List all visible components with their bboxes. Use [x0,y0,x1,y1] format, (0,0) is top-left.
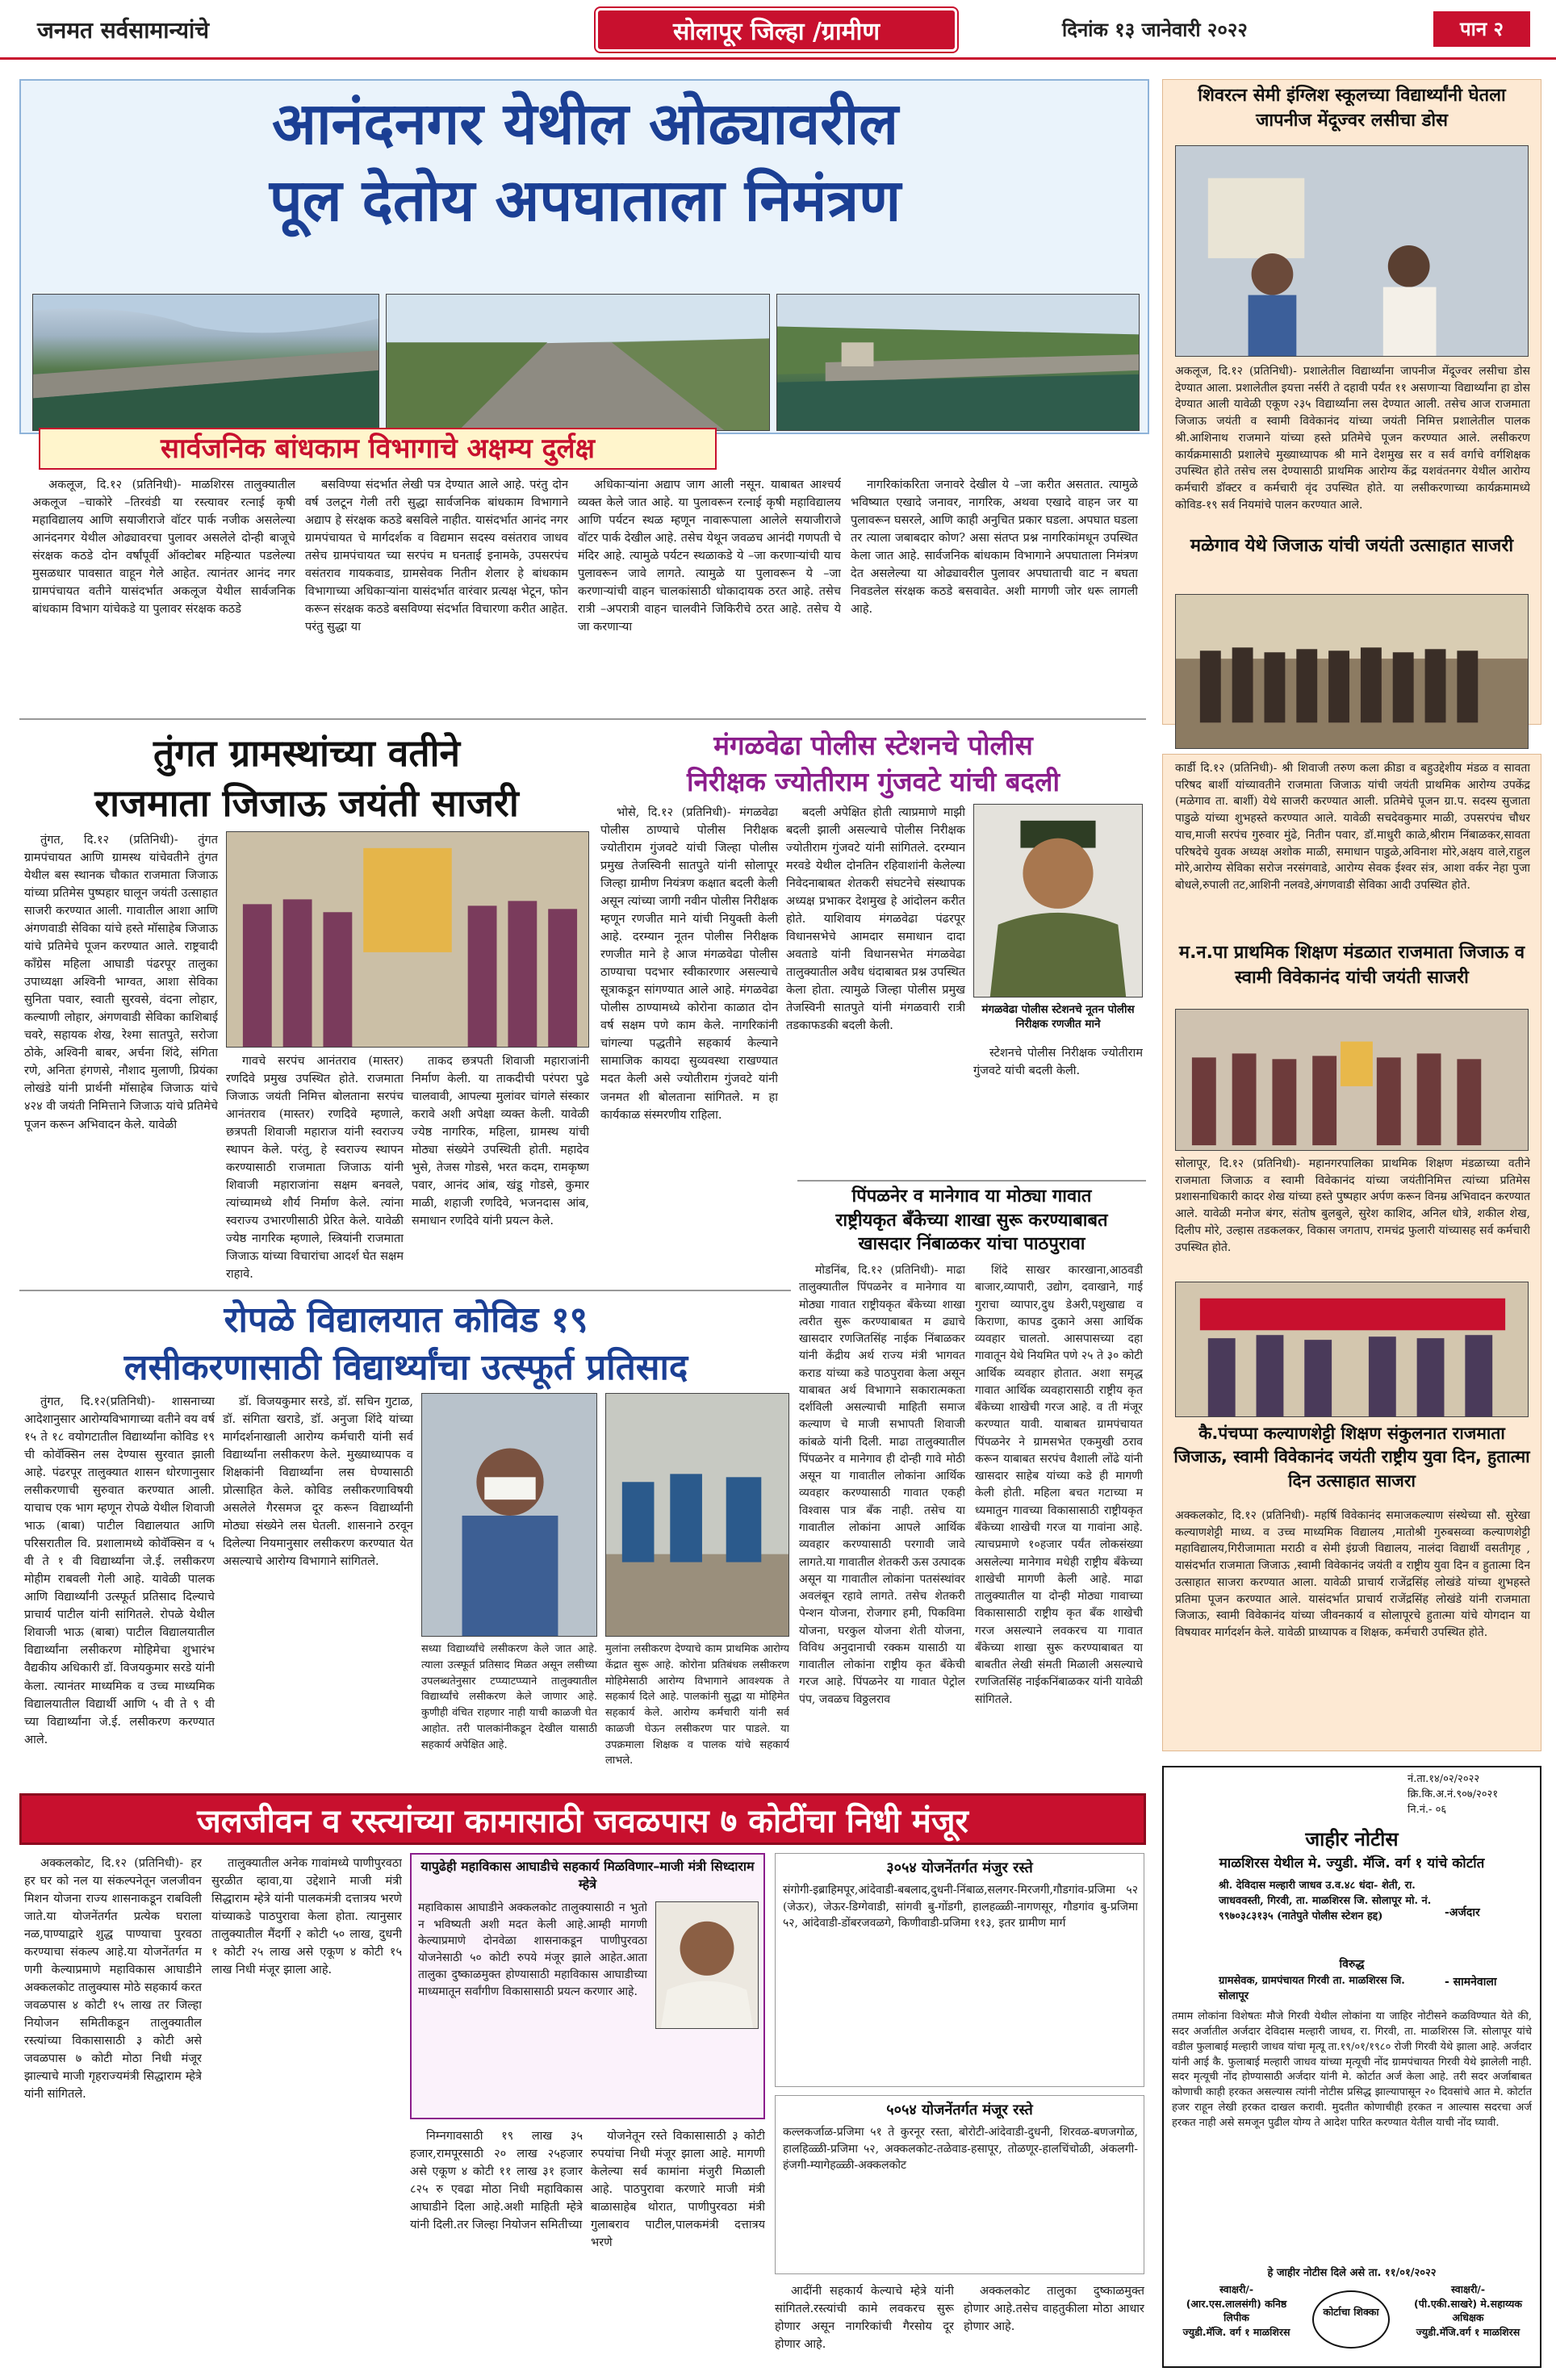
bridge-photo-3-art [777,295,1139,430]
ropale-caption-1 [421,1642,597,1780]
officer-face [1023,839,1093,909]
pimpalner-headline-line3: खासदार निंबाळकर यांचा पाठपुरावा [858,1234,1085,1255]
lead-col-4-text: नागरिकांकरिता जनावरे देखील ये –जा करीत असतात. त्यामुळे भविष्यात एखादे जनावर, नागरिक, अथवा एखादे वाहन जर या पुलावरून घसरले, आणि काही अनुचित प्रकार घडला. अपघात घडला तर त्याला जबाबदार कोण? असा संतप्त प्रश्न नागरिकांमधून उपस्थित केला जात आहे. सार्वजनिक बांधकाम विभागाने अपघाताला निमंत्रण देत असलेल्या या ओढ्यावरील पुलावर अपघाताची वाट न बघता निवडलेल संरक्षक कठडे बसवावेत. अशी मागणी जोर धरू लागली आहे. [851,479,1138,617]
notice-ref-1: नं.ता.१४/०२/२०२२ [1408,1773,1480,1785]
mhetre-photo [655,1901,759,2029]
notice-party-1: श्री. देविदास मल्हारी जाधव उ.व.४८ धंदा- शेती, रा. जाधववस्ती, गिरवी, ता. माळशिरस जि. सोलापूर मो. नं. ९९७०३८३१३५ (नातेपुते पोलीस स्टेशन हद्द) [1219,1880,1432,1922]
pimpalner-col-1-text: मोडनिंब, दि.१२ (प्रतिनिधी)- माढा तालुक्यातील पिंपळनेर व मानेगाव या मोठ्या गावात राष्ट्रीयकृत बँकेच्या शाखा त्वरीत सुरू करण्याबाबत म ढ्याचे खासदार रणजितसिंह नाईक निंबाळकर यांनी केंद्रीय अर्थ राज्य मंत्री भागवत कराड यांच्या कडे पाठपुरावा केला असून याबाबत अर्थ विभागाने सकारात्मकता दर्शविली असल्याची माहिती समाज कल्याण चे माजी सभापती शिवाजी कांबळे यांनी दिली. माढा तालुक्यातील पिंपळनेर व मानेगाव ही दोन्ही गावे मोठी असून या गावातील लोकांना आर्थिक व्यवहार करण्यासाठी गावात एकही विश्वास पात्र बँक नाही. तसेच या गावातील लोकांना आपले आर्थिक व्यवहार करण्यासाठी परगावी जावे लागते.या गावातील शेतकरी ऊस उत्पादक असून या गावातील लोकांना पतसंस्थांवर अवलंबून रहावे लागते. तसेच शेतकरी पेन्शन योजना, रोजगार हमी, पिकविमा योजना, घरकुल योजना शेती योजना, विविध अनुदानाची रक्कम यासाठी या गावातील लोकांना राष्ट्रीय कृत बँकेची गरज आहे. पिंपळनेर या गावात पेट्रोल पंप, जवळच विठ्ठलराव [799,1264,965,1706]
sign-left-court: ज्युडी.मॅजि. वर्ग १ माळशिरस [1182,2325,1290,2338]
divider [797,1180,1146,1182]
sign-right-court: ज्युडी.मॅजि.वर्ग १ माळशिरस [1416,2325,1520,2338]
malegaon-photo-art [1176,595,1528,748]
pimpalner-headline-line2: राष्ट्रीयकृत बँकेच्या शाखा सुरू करण्याबाबत [835,1210,1108,1231]
ropale-col-1-text: तुंगत, दि.१२(प्रतिनिधी)- शासनाच्या आदेशानुसार आरोग्यविभागाच्या वतीने वय वर्ष १५ ते १८ वयोगटातील विद्यार्थ्यांना कोविड १९ ची कोवॅक्सिन लस देण्यास सुरवात झाली आहे. पंढरपूर तालुक्यात शासन धोरणानुसार लसीकरणाची सुरुवात करण्यात आली. याचाच एक भाग म्हणून रोपळे येथील शिवाजी भाऊ (बाबा) पाटील विद्यालयात आणि परिसरातील वि. प्रशालामध्ये कोवॅक्सिन व ५ वी ते १ वी विद्यार्थ्यांना जे.ई. लसीकरण मोहीम राबवली गेली आहे. यावेळी पालक आणि विद्यार्थ्यांनी उत्स्फूर्त प्रतिसाद दिल्याचे प्राचार्य पाटील यांनी सांगितले. रोपळे येथील शिवाजी भाऊ (बाबा) पाटील विद्यालयातील विद्यार्थ्यांना लसीकरण मोहिमेचा शुभारंभ वैद्यकीय अधिकारी डॉ. विजयकुमार सरडे यांनी केला. त्यानंतर माध्यमिक व उच्च माध्यमिक विद्यालयातील विद्यार्थी आणि ५ वी ते ९ वी च्या विद्यार्थ्यांना जे.ई. लसीकरण करण्यात आले. [24,1395,215,1746]
lead-col-3 [578,476,841,710]
notice-title: जाहीर नोटीस [1305,1828,1399,1851]
vaccine-school-photo [1175,145,1529,357]
police-col-1-text: भोसे, दि.१२ (प्रतिनिधी)- मंगळवेढा पोलीस ठाण्याचे पोलीस निरीक्षक ज्योतीराम गुंजवटे यांची जिल्हा पोलीस प्रमुख तेजस्विनी सातपुते यांनी सोलापूर जिल्हा ग्रामीण नियंत्रण कक्षात बदली केली असून त्यांच्या जागी नवीन पोलीस निरीक्षक म्हणून रणजीत माने यांची नियुक्ती केली आहे. दरम्यान नूतन पोलीस निरीक्षक रणजीत माने हे आज मंगळवेढा पोलीस ठाण्याचा पदभार स्वीकारणार असल्याचे सूत्राकडून सांगण्यात आले आहे. मंगळवेढा पोलीस ठाण्यामध्ये कोरोना काळात दोन वर्ष सक्षम पणे काम केले. नागरिकांनी चांगल्या पद्धतीने सहकार्य केल्याने सामाजिक कायदा सुव्यवस्था राखण्यात मदत केली असे ज्योतीराम गुंजवटे यांनी जनमत शी बोलताना सांगितले. म हा कार्यकाळ संस्मरणीय राहिला. [600,806,778,1122]
mhetre-box-headline: यापुढेही महाविकास आघाडीचे सहकार्य मिळविणार–माजी मंत्री सिध्दाराम म्हेत्रे [420,1859,755,1893]
notice-refs [1408,1772,1537,1818]
kalyanshetty-photo-art [1176,1282,1528,1416]
notice-versus: विरुद्ध [1339,1958,1365,1971]
malegaon-body: कार्डी दि.१२ (प्रतिनिधी)- श्री शिवाजी तरुण कला क्रीडा व बहुउद्देशीय मंडळ व सावता परिषद बार्शी यांच्यावतीने राजमाता जिजाऊ यांची जयंती प्राथमिक आरोग्य उपकेंद्र (मळेगाव ता. बार्शी) येथे साजरी करण्यात आली. प्रतिमेचे पूजन ग्रा.प. सदस्य सुजाता पाडुळे यांच्या शुभहस्ते करण्यात आले. यावेळी सचदेवकुमार माळी, उपसरपंच चौधर याच,माजी सरपंच गुरुवार मुंढे, नितीन पवार, डॉ.माधुरी काळे,श्रीराम निंबाळकर,सावता परिषदेचे युवक अध्यक्ष अशोक माळी, समाधान पाडुळे,अविनाश मोरे,अक्षय वाले,राहुल मोरे,आरोग्य सेविका सरोज नरसंगवाडे, आरोग्य सेवक ईश्वर संत्र, आशा वर्कर नेहा पुजा बोधले,रुपाली तट,आशिनी नलवडे,अंगणवाडी सेविका आदी उपस्थित होते. [1175,762,1530,893]
people-row [1200,647,1478,722]
malegaon-text [1175,760,1530,936]
officer-uniform [990,913,1126,997]
mnpa-text [1175,1156,1530,1277]
roads-5054-headline: ५०५४ योजनेंतर्गत मंजूर रस्ते [886,2102,1033,2119]
nurse-coat [1383,287,1437,356]
police-col-2-text: बदली अपेक्षित होती त्याप्रमाणे माझी बदली झाली असल्याचे पोलीस निरीक्षक ज्योतीराम गुंजवटे यांनी सांगितले. दरम्यान मरवडे येथील दोनतिन रहिवाशांनी केलेल्या निवेदनाबाबत शेतकरी संघटनेचे संस्थापक अध्यक्ष प्रभाकर देशमुख हे आंदोलन करीत होते. याशिवाय मंगळवेढा पंढरपूर विधानसभेचे आमदार समाधान दादा अवताडे यांनी विधानसभेत मंगळवेढा तालुक्यातील अवैध धंदाबाबत प्रश्न उपस्थित केला होता. त्यामुळे जिल्हा पोलीस प्रमुख तेजस्विनी सातपुते यांनी मंगळवारी रात्री तडकाफडकी बदली केली. [786,806,965,1033]
jaljeevan-col-4 [591,2127,765,2368]
ropale-photo-1 [421,1393,597,1637]
notice-party-2: ग्रामसेवक, ग्रामपंचायत गिरवी ता. माळशिरस जि. सोलापूर [1219,1975,1405,2002]
police-photo-caption: मंगळवेढा पोलीस स्टेशनचे नूतन पोलीस निरीक्षक रणजीत माने [981,1003,1135,1031]
ropale-caption-2 [605,1642,789,1780]
police-officer-photo-art [974,805,1142,997]
tungat-col-3-text: ताकद छत्रपती शिवाजी महाराजांनी निर्माण केली. या ताकदीची परंपरा पुढे चालवावी, आपल्या मुलांवर चांगले संस्कार करावे अशी अपेक्षा व्यक्त केली. यावेळी ज्येष्ठ नागरिक, महिला, ग्रामस्थ यांची मोठ्या संख्येने उपस्थिती होती. महादेव भुसे, तेजस गोडसे, भरत कदम, रामकृष्ण पवार, आनंद आंब, खंडू गोडसे, कुमार माळी, शहाजी रणदिवे, भजनदास आंब, समाधान रणदिवे यांनी प्रयत्न केले. [412,1055,589,1228]
kalyanshetty-headline: कै.पंचप्पा कल्याणशेट्टी शिक्षण संकुलनात राजमाता जिजाऊ, स्वामी विवेकानंद जयंती राष्ट्रीय युवा दिन, हुतात्मा दिन उत्साहात साजरा [1173,1424,1530,1491]
lead-headline [48,86,1122,239]
police-col-1 [600,804,778,1175]
malegaon-headline: मळेगाव येथे जिजाऊ यांची जयंती उत्साहात साजरी [1190,536,1514,556]
bridge-photo-1 [32,294,379,431]
tungat-photo-art [227,832,588,1047]
tungat-col-3 [412,1052,589,1283]
jaljeevan-col-6-text: अक्कलकोट तालुका दुष्काळमुक्त होणार आहे.तसेच वाहतुकीला मोठा आधार होणार आहे. [964,2285,1144,2334]
ropale-col-2 [223,1393,413,1780]
pimpalner-col-1 [799,1262,965,1782]
ropale-caption-1-text: सध्या विद्यार्थ्यांचे लसीकरण केले जात आहे. त्याला उत्स्फूर्त प्रतिसाद मिळत असून लसीच्या उपलब्धतेनुसार टप्प्याटप्प्याने तालुक्यातील विद्यार्थ्यांचे लसीकरण केले जाणार आहे. कुणीही वंचित राहणार नाही याची काळजी घेत आहोत. तरी पालकांनीकडून देखील यासाठी सहकार्य अपेक्षित आहे. [421,1643,597,1751]
notice-ref-3: नि.नं.- ०६ [1408,1803,1447,1816]
divider [19,1290,791,1291]
nurse-head [1388,245,1430,287]
jaljeevan-col-1-text: अक्कलकोट, दि.१२ (प्रतिनिधी)- हर हर घर को नल या संकल्पनेतून जलजीवन मिशन योजना राज्य शासनाकडून राबविली जाते.या योजनेंतर्गत प्रत्येक घराला नळ,पाण्याद्वारे शुद्ध पाण्याचा पुरवठा करण्याचा संकल्प आहे.या योजनेंतर्गत म णगी केल्याप्रमाणे महाविकास आघाडीने अक्कलकोट तालुक्यास मोठे सहकार्य करत जवळपास ४ कोटी १५ लाख तर जिल्हा नियोजन समितीकडून तालुक्यातील रस्त्यांच्या विकासासाठी ३ कोटी असे जवळपास ७ कोटी मोठा निधी मंजूर झाल्याचे माजी गृहराज्यमंत्री सिद्धाराम म्हेत्रे यांनी सांगितले. [24,1857,202,2102]
tungat-col-1 [24,831,218,1283]
jaljeevan-col-5 [775,2282,954,2368]
bridge-photo-2 [386,294,770,431]
building [1176,595,1528,659]
lead-col-1-text: अकलूज, दि.१२ (प्रतिनिधी)- माळशिरस तालुक्यातील अकलूज –चाकोरे –तिरवंडी या रस्त्यावर रत्नाई कृषी महाविद्यालय आणि सयाजीराजे वॉटर पार्क नजीक असलेल्या आनंदनगर येथील ओढ्यावरचा पुलावर असलेले दोन्ही बाजूचे संरक्षक कठडे दोन वर्षांपूर्वी ऑक्टोबर महिन्यात पडलेल्या मुसळधार पावसात वाहून गेले आहेत. त्यानंतर आनंद नगर ग्रामपंचायत वतीने यासंदर्भात अकलूज येथील सार्वजनिक बांधकाम विभाग यांचेकडे या पुलावर संरक्षक कठडे [32,479,295,617]
jaljeevan-col-5-text: आदींनी सहकार्य केल्याचे म्हेत्रे यांनी सांगितले.रस्त्यांची कामे लवकरच सुरू होणार असून नागरिकांची गैरसोय दूर होणार आहे. [775,2285,954,2352]
mnpa-photo-art [1176,1010,1528,1150]
sign-right-role: स्वाक्षरी/- [1450,2283,1486,2295]
tungat-headline-line2: राजमाता जिजाऊ जयंती साजरी [94,781,519,826]
ropale-headline [24,1296,788,1392]
mask [484,1477,535,1500]
bridge-photo-3 [776,294,1140,431]
page-number: पान २ [1433,11,1530,47]
jaljeevan-col-2 [211,1855,402,2368]
pimpalner-headline [797,1185,1146,1257]
table [606,1554,788,1636]
portrait-frame [1341,1042,1373,1086]
masthead [0,0,1556,60]
face [680,1922,734,1976]
pimpalner-col-2-text: शिंदे साखर कारखाना,आठवडी बाजार,व्यापारी, उद्योग, दवाखाने, गाई गुराचा व्यापार,दुध डेअरी,पशुखाद्य व किराणा, कापड दुकाने असा आर्थिक व्यवहार चालतो. आसपासच्या दहा गावातून येथे नियमित पणे २५ ते ३० कोटी आर्थिक व्यवहार होतात. अशा समृद्ध गावात आर्थिक व्यवहारासाठी राष्ट्रीय कृत बँकेच्या शाखेची गरज आहे. व ती मंजूर करण्यात यावी. याबाबत ग्रामपंचायत पिंपळनेर ने ग्रामसभेत एकमुखी ठराव करून याबाबत सरपंच वैशाली लोंढे यांनी खासदार साहेब यांच्या कडे ही मागणी केली होती. महिला बचत गटाच्या म ध्यमातुन गावच्या विकासासाठी राष्ट्रीयकृत बँकेच्या शाखेची गरज या गावांना आहे. त्याचप्रमाणे १०हजार पर्यंत लोकसंख्या असलेल्या मानेगाव मधेही राष्ट्रीय बँकेच्या शाखेची मागणी केली आहे. माढा तालुक्यातील या दोन्ही मोठ्या गावाच्या विकासासाठी राष्ट्रीय कृत बँक शाखेची गरज असल्याने लवकरच या गावात बँकेच्या शाखा सुरू करण्याबाबत या बाबतीत लेखी संमती मिळाली असल्याचे रणजितसिंह नाईकनिंबाळकर यांनी यावेळी सांगितले. [975,1264,1143,1706]
jaljeevan-col-2-text: तालुक्यातील अनेक गावांमध्ये पाणीपुरवठा सुरळीत व्हावा,या उद्देशाने माजी मंत्री सिद्धाराम म्हेत्रे यांनी पालकमंत्री दत्तात्रय भरणे यांच्याकडे पाठपुरावा केला होता. त्यानुसार तालुक्यातील मैंदर्गी २ कोटी ५० लाख, दुधनी १ कोटी २५ लाख असे एकूण ४ कोटी १५ लाख निधी मंजूर झाला आहे. [211,1857,402,1977]
bridge-photo-2-art [387,295,769,430]
lead-col-1 [32,476,295,710]
vaccine-school-text [1175,363,1530,529]
tungat-col-2 [226,1052,404,1283]
notice-sign-left [1172,2282,1301,2339]
mhetre-box-body: महाविकास आघाडीने अक्कलकोट तालुक्यासाठी न भुतो न भविष्यती अशी मदत केली आहे.आम्ही मागणी केल्याप्रमाणे दोनवेळा शासनाकडून पाणीपुरवठा योजनेसाठी ५० कोटी रुपये मंजूर झाले आहेत.आता तालुका दुष्काळमुक्त होण्यासाठी महाविकास आघाडीच्या माध्यमातून सर्वांगीण विकासासाठी प्रयत्न करणार आहे. [418,1901,647,1998]
ropale-caption-2-text: मुलांना लसीकरण देण्याचे काम प्राथमिक आरोग्य केंद्रात सुरू आहे. कोरोना प्रतिबंधक लसीकरण मोहिमेसाठी आरोग्य विभागाने आवश्यक ते सहकार्य दिले आहे. पालकांनी सुद्धा या मोहिमेत सहकार्य केले. आरोग्य कर्मचारी यांनी सर्व काळजी घेऊन लसीकरण पार पाडले. या उपक्रमाला शिक्षक व पालक यांचे सहकार्य लाभले. [605,1643,789,1767]
jaljeevan-col-4-text: योजनेतून रस्ते विकासासाठी ३ कोटी रुपयांचा निधी मंजूर झाला आहे. मागणी केलेल्या सर्व कामांना मंजुरी मिळाली आहे. पाठपुरावा करणारे माजी मंत्री बाळासाहेब थोरात, पाणीपुरवठा मंत्री गुलाबराव पाटील,पालकमंत्री दत्तात्रय भरणे [591,2130,765,2250]
banner-cloth [1200,1299,1505,1331]
notice-role-1: -अर्जदार [1445,1906,1480,1919]
lead-headline-line1: आनंदनगर येथील ओढ्यावरील [271,90,899,157]
ropale-col-1 [24,1393,215,1780]
ropale-photo-1-art [422,1394,596,1636]
pimpalner-col-2 [975,1262,1143,1782]
jaljeevan-col-6 [964,2282,1144,2368]
jijau-portrait [363,848,452,952]
vaccine-school-body: अकलूज, दि.१२ (प्रतिनिधी)- प्रशालेतील विद्यार्थ्यांना जापनीज मेंदूज्वर लसीचा डोस देण्यात आला. प्रशालेतील इयत्ता नर्सरी ते दहावी पर्यंत ११ असणाऱ्या विद्यार्थ्यांना हा डोस देण्यात आली यावेळी एकूण २३५ विद्यार्थ्यांना लस देण्यात आली. तसेच आज राजमाता जिजाऊ जयंती व स्वामी विवेकानंद यांच्या जयंती निमित्त प्रशालेतील पालक श्री.आशिनाथ राजमाने यांच्या हस्ते प्रतिमेचे पूजन करण्यात आले. लसीकरण कार्यक्रमासाठी प्रशालेचे मुख्याध्यापक श्री माने देशमुख सर व सर्व वर्गाचे वर्गशिक्षक उपस्थित होते तसेच लस देण्यासाठी प्राथमिक आरोग्य केंद्र यशवंतनगर येथील आरोग्य कर्मचारी डॉक्टर व कर्मचारी वृंद उपस्थित होते. या लसीकरणाच्या कार्यक्रमामध्ये कोविड-१९ सर्व नियमांचे पालन करण्यात आले. [1175,365,1530,512]
notice-court: माळशिरस येथील मे. ज्युडी. मॅजि. वर्ग १ यांचे कोर्टात [1219,1855,1485,1872]
notice-ref-2: क्रि.कि.अ.नं.९०७/२०२१ [1408,1788,1499,1801]
students [622,1474,761,1562]
water [777,374,1139,430]
sky [387,295,769,346]
vehicle [842,342,874,366]
pimpalner-headline-line1: पिंपळनेर व मानेगाव या मोठ्या गावात [851,1186,1092,1207]
police-col-3-text: स्टेशनचे पोलीस निरीक्षक ज्योतीराम गुंजवटे यांची बदली केली. [973,1047,1143,1078]
lead-col-2-text: बसविण्या संदर्भात लेखी पत्र देण्यात आले आहे. परंतु दोन वर्ष उलटून गेली तरी सुद्धा सार्वजनिक बांधकाम विभागाने अद्याप हे संरक्षक कठडे बसविले नाहीत. यासंदर्भात आनंद नगर ग्रामपंचायत चे मार्गदर्शक व विद्यमान सदस्य वसंतराव जाधव तसेच ग्रामपंचायत च्या सरपंच म घनताई इनामके, उपसरपंच वसंतराव गायकवाड, ग्रामसेवक नितीन शेलार हे बांधकाम विभागाच्या अधिकाऱ्यांना यासंदर्भात वारंवार प्रत्यक्ष भेटून, फोन करून संरक्षक कठडे बसविण्या संदर्भात विचारणा करीत आहेत. परंतु सुद्धा या [305,479,568,634]
paper-slogan: जनमत सर्वसामान्यांचे [37,17,209,44]
ropale-photo-2 [605,1393,789,1637]
jaljeevan-col-3 [410,2127,583,2368]
ropale-photo-2-art [606,1394,788,1636]
sign-left-name: (आर.एस.लालसंगी) कनिष्ठ लिपीक [1186,2297,1287,2324]
notice-role-2: - सामनेवाला [1445,1976,1497,1989]
tungat-photo [226,831,589,1048]
malegaon-photo [1175,594,1529,749]
notice-footer: हे जाहीर नोटीस दिले असे ता. ११/०१/२०२२ [1267,2267,1437,2279]
police-headline [600,728,1146,800]
mnpa-headline: म.न.पा प्राथमिक शिक्षण मंडळात राजमाता जिजाऊ व स्वामी विवेकानंद यांची जयंती साजरी [1178,943,1525,988]
sign-right-name: (पी.एकी.साखरे) मे.सहाय्यक अधिक्षक [1414,2297,1522,2324]
roads-5054-list: कल्लकर्जाळ-प्रजिमा ५१ ते कुरनूर रस्ता, बोरोटी-आंदेवाडी-दुधनी, शिरवळ-बणजगोळ, हालहिळ्ळी-प्रजिमा ५२, अक्कलकोट-तळेवाड-हसापूर, तोळणूर-हालचिंचोळी, अंकलगी-हंजगी-म्यागेहळ्ळी-अक्कलकोट [783,2126,1138,2173]
divider [19,718,1146,720]
mhetre-photo-art [656,1902,758,2028]
police-col-3 [973,1044,1143,1173]
child-uniform [1249,295,1297,356]
notice-body-text: तमाम लोकांना विशेषतः मौजे गिरवी येथील लोकांना या जाहिर नोटीसने कळविण्यात येते की, सदर अर्जातील अर्जदार देविदास मल्हारी जाधव, रा. गिरवी, ता. माळशिरस जि. सोलापूर यांचे वडील फुलाबाई मल्हारी जाधव यांचा मृत्यू ता.१९/०१/१९८० रोजी गिरवी येथे झाला आहे. अर्जदार यांनी आई कै. फुलाबाई मल्हारी जाधव यांच्या मृत्यूची नोंद ग्रामपंचायत गिरवी येथे झालेली नाही. सदर मृत्यूची नोंद होण्यासाठी अर्जदार यांनी मे. कोर्टात अर्ज केला आहे. तरी सदर अर्जाबाबत कोणाची काही हरकत असल्यास त्यांनी नोटीस प्रसिद्ध झाल्यापासून २० दिवसांचे आत मे. कोर्टात हजर राहून लेखी हरकत दाखल करावी. मुदतीत कोणाचीही हरकत न आल्यास सदरचा अर्ज हरकत नाही असे समजून पुढील योग्य ते आदेश पारित करण्यात येतील याची नोंद घ्यावी. [1172,2010,1532,2129]
issue-date: दिनांक १३ जानेवारी २०२२ [1062,19,1248,41]
lead-headline-line2: पूल देतोय अपघाताला निमंत्रण [269,166,901,235]
tungat-headline-line1: तुंगत ग्रामस्थांच्या वतीने [153,731,461,775]
police-officer-photo [973,804,1143,998]
police-col-2 [786,804,965,1175]
ropale-headline-line2: लसीकरणासाठी विद्यार्थ्यांचा उत्स्फूर्त प्रतिसाद [123,1347,688,1389]
child-head [1252,253,1294,295]
police-headline-line1: मंगळवेढा पोलीस स्टेशनचे पोलीस [713,730,1033,761]
notice-sign-right [1401,2282,1535,2339]
kalyanshetty-text [1175,1508,1530,1750]
roads-3054-headline: ३०५४ योजनेंतर्गत मंजुर रस्ते [886,1859,1033,1876]
ropale-headline-line1: रोपळे विद्यालयात कोविड १९ [224,1299,588,1341]
ropale-col-2-text: डॉ. विजयकुमार सरडे, डॉ. सचिन गुटाळ, डॉ. संगिता खराडे, डॉ. अनुजा शिंदे यांच्या मार्गदर्शनाखाली आरोग्य कर्मचारी यांनी सर्व विद्यार्थ्यांना लसीकरण केले. मुख्याध्यापक व शिक्षकांनी विद्यार्थ्यांना लस घेण्यासाठी प्रोत्साहित केले. कोविड लसीकरणाविषयी असलेले गैरसमज दूर करून विद्यार्थ्यांनी मोठ्या संख्येने लस घेतली. शासनाने ठरवून दिलेल्या नियमानुसार लसीकरण करण्यात येत असल्याचे आरोग्य विभागाने सांगितले. [223,1395,413,1569]
jaljeevan-col-1 [24,1855,202,2368]
sign-left-role: स्वाक्षरी/- [1219,2283,1254,2295]
sky [33,295,379,333]
kalyanshetty-body: अक्कलकोट, दि.१२ (प्रतिनिधी)- महर्षि विवेकानंद समाजकल्याण संस्थेच्या सौ. सुरेखा कल्याणशेट्टी माध्य. व उच्च माध्यमिक विद्यालय ,मातोश्री गुरुबसव्वा कल्याणशेट्टी महाविद्यालय,गिरीजामाता मराठी व सेमी इंग्रजी विद्यालय, नालंदा विद्यार्थी वसतीगृह , यासंदर्भात राजमाता जिजाऊ ,स्वामी विवेकानंद जयंती व राष्ट्रीय युवा दिन व हुतात्मा दिन उत्साहात साजरा करण्यात आला. यावेळी प्राचार्य राजेंद्रसिंह लोखंडे यांच्या शुभहस्ते प्रतिमा पूजन करण्यात आले. यासंदर्भात प्राचार्य राजेंद्रसिंह लोखंडे यांनी राजमाता जिजाऊ, स्वामी विवेकानंद यांच्या जीवनकार्य व सोलापूरचे हुतात्मा यांचे योगदान या विषयावर मार्गदर्शन केले. यावेळी प्राध्यापक व शिक्षक, कर्मचारी उपस्थित होते. [1175,1509,1530,1640]
mhetre-box-text [418,1900,647,2113]
lead-subhead: सार्वजनिक बांधकाम विभागाचे अक्षम्य दुर्लक्ष [39,428,717,470]
notice-body [1172,2010,1532,2260]
vaccine-school-photo-art [1176,146,1528,356]
tungat-col-1-text: तुंगत, दि.१२ (प्रतिनिधी)- तुंगत ग्रामपंचायत आणि ग्रामस्थ यांचेवतीने तुंगत येथील बस स्थानक चौकात राजमाता जिजाऊ यांच्या प्रतिमेस पुष्पहार घालून जयंती उत्साहात साजरी करण्यात आली. गावातील आशा आणि अंगणवाडी सेविका यांचे हस्ते मॉसाहेब जिजाऊ यांचे प्रतिमेचे पूजन करण्यात आले. राष्ट्रवादी काँग्रेस महिला आघाडी पंढरपूर तालुका उपाध्यक्षा अश्विनी भाग्वत, आशा सेविका सुनिता पवार, स्वाती सुरवसे, वंदना लोहार, कल्याणी लोहार, अंगणवाडी सेविका काशिबाई चवरे, सहायक शेख, रेश्मा सातपुते, सरोजा ठोके, अश्विनी बाबर, अर्चना शिंदे, संगिता रणे, अनिता हंगणसे, नौशाद मुलाणी, प्रियंका लोखंडे यांनी प्रार्थनी मॉसाहेब जिजाऊ यांचे ४२४ वी जयंती निमित्ताने जिजाऊ यांचे प्रतिमेचे पूजन करून अभिवादन केले. यावेळी [24,834,218,1131]
board [1208,178,1304,258]
police-headline-line2: निरीक्षक ज्योतीराम गुंजवटे यांची बदली [686,765,1060,797]
roads-5054-text [783,2124,1138,2271]
lead-col-3-text: अधिकाऱ्यांना अद्याप जाग आली नसून. याबाबत आश्चर्य व्यक्त केले जात आहे. या पुलावरून रत्नाई कृषी महाविद्यालय आणि पर्यटन स्थळ म्हणून नावारूपाला आलेले सयाजीराजे वॉटर पार्क देखील आहे. तसेच येथून जवळच आनंदी गणपती चे मंदिर आहे. त्यामुळे पर्यटन स्थळाकडे ये –जा करणाऱ्यांची याच पुलावरून जावे लागते. त्यामुळे या पुलावरून ये –जा करणाऱ्यांची वाहन चालकांसाठी धोकादायक ठरत आहे. तसेच रात्री –अपरात्री वाहन चालवीने जिकिरीचे ठरत आहे. तसेच ये जा करणाऱ्या [578,479,841,634]
lead-col-4 [851,476,1138,710]
mnpa-body: सोलापूर, दि.१२ (प्रतिनिधी)- महानगरपालिका प्राथमिक शिक्षण मंडळाच्या वतीने राजमाता जिजाऊ व स्वामी विवेकानंद यांच्या जयंतीनिमित्त त्यांच्या प्रतिमेस प्रशासनाधिकारी कादर शेख यांच्या हस्ते पुष्पहार अर्पण करून विनम्र अभिवादन करण्यात आले. यावेळी मनोज बंगर, संतोष बुलबुले, सुरेश काशिद, अनिल धोत्रे, शकील शेख, दिलीप मोरे, उल्हास तडकलकर, विकास जगताप, रामचंद्र फुलारी यांच्यासह सर्व कर्मचारी उपस्थित होते. [1175,1157,1530,1254]
section-title: सोलापूर जिल्हा /ग्रामीण [596,8,957,52]
roads-3054-list: संगोगी-इब्राहिमपूर,आंदेवाडी-बबलाद,दुधनी-निंबाळ,सलगर-मिरजगी,गौडगांव-प्रजिमा ५२ (जेऊर), जेऊर-डिग्गेवाडी, सांगवी बु-गोंडगी, हालहळ्ळी-नागणसूर, गौडगांव बु-प्रजिमा ५२, आंदेवाडी-डोंबरजवळगे, किणीवाडी-प्रजिमा ११३, इतर ग्रामीण मार्ग [783,1884,1138,1930]
court-seal: कोर्टाचा शिक्का [1312,2290,1390,2349]
roads-3054-text [783,1882,1138,2084]
bridge-photo-1-art [33,295,379,430]
kalyanshetty-photo [1175,1282,1529,1417]
white-kurta [661,1981,753,2028]
student-uniform [462,1516,558,1636]
jaljeevan-banner: जलजीवन व रस्त्यांच्या कामासाठी जवळपास ७ कोटींचा निधी मंजूर [19,1793,1146,1845]
tungat-col-2-text: गावचे सरपंच आनंतराव (मास्तर) रणदिवे प्रमुख उपस्थित होते. राजमाता जिजाऊ जयंती निमित्त बोलताना सरपंच आनंतराव (मास्तर) रणदिवे म्हणाले, छत्रपती शिवाजी महाराज यांनी स्वराज्य स्थापन केले. परंतु, हे स्वराज्य स्थापन करण्यासाठी राजमाता जिजाऊ यांनी शिवाजी महाराजांना सक्षम बनवले, त्यांच्यामध्ये शौर्य निर्माण केले. त्यांना स्वराज्य उभारणीसाठी प्रेरित केले. यावेळी ज्येष्ठ नागरिक म्हणाले, स्त्रियांनी राजमाता जिजाऊ यांच्या विचारांचा आदर्श घेत सक्षम राहावे. [226,1055,404,1282]
lead-col-2 [305,476,568,710]
mnpa-photo [1175,1009,1529,1151]
vaccine-school-headline: शिवरत्न सेमी इंग्लिश स्कूलच्या विद्यार्थ्यांनी घेतला जापनीज मेंदूज्वर लसीचा डोस [1198,86,1506,131]
tungat-headline [24,728,589,828]
jaljeevan-col-3-text: निम्नगावसाठी १९ लाख ३५ हजार,रामपूरसाठी २० लाख २५हजार असे एकूण ४ कोटी ११ लाख ३१ हजार ८२५ रु एवढा मोठा निधी महाविकास आघाडीने दिला आहे.अशी माहिती म्हेत्रे यांनी दिली.तर जिल्हा नियोजन समितीच्या [410,2130,583,2232]
